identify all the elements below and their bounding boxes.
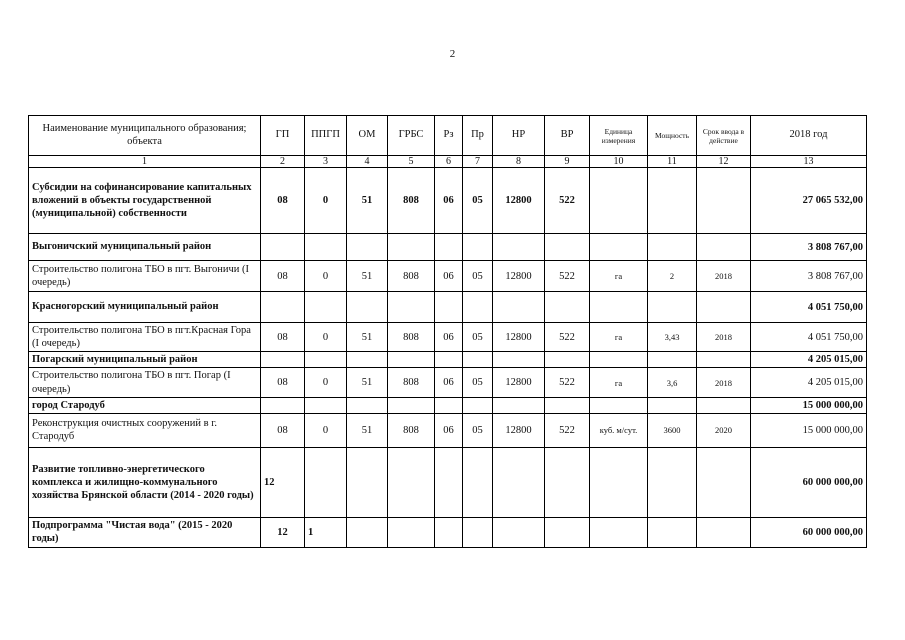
cell-nr [493,292,545,323]
column-header-vr: ВР [545,116,590,156]
column-header-name: Наименование муниципального образования; объекта [29,116,261,156]
column-number: 6 [435,156,463,168]
cell-unit [590,234,648,261]
column-header-term: Срок ввода в действие [697,116,751,156]
cell-amount: 4 205 015,00 [751,368,867,397]
cell-unit: куб. м/сут. [590,413,648,447]
cell-unit: га [590,368,648,397]
budget-table [28,115,867,548]
cell-capacity [648,447,697,517]
column-number: 8 [493,156,545,168]
table-row [29,413,867,447]
row-name: Выгоничский муниципальный район [29,234,261,261]
cell-pr: 05 [463,323,493,352]
column-header-capacity: Мощность [648,116,697,156]
column-number: 13 [751,156,867,168]
cell-rz [435,517,463,547]
cell-om: 51 [347,368,388,397]
cell-term: 2018 [697,261,751,292]
row-name: Подпрограмма "Чистая вода" (2015 - 2020 годы) [29,517,261,547]
cell-gp [261,292,305,323]
cell-capacity: 3600 [648,413,697,447]
cell-grbs [388,397,435,413]
cell-pr [463,447,493,517]
cell-om: 51 [347,168,388,234]
cell-nr [493,397,545,413]
cell-pr: 05 [463,261,493,292]
cell-unit [590,397,648,413]
column-number: 1 [29,156,261,168]
cell-om: 51 [347,323,388,352]
cell-nr [493,352,545,368]
cell-capacity [648,352,697,368]
cell-amount: 4 051 750,00 [751,292,867,323]
cell-pr [463,397,493,413]
cell-vr [545,397,590,413]
cell-gp: 12 [261,447,305,517]
cell-grbs [388,447,435,517]
column-header-unit: Единица измерения [590,116,648,156]
cell-grbs [388,517,435,547]
cell-amount: 3 808 767,00 [751,234,867,261]
column-number: 9 [545,156,590,168]
cell-om: 51 [347,413,388,447]
cell-gp: 08 [261,323,305,352]
cell-gp: 12 [261,517,305,547]
cell-term: 2020 [697,413,751,447]
cell-ppgp: 0 [305,168,347,234]
column-number: 10 [590,156,648,168]
table-row [29,234,867,261]
column-header-gp: ГП [261,116,305,156]
cell-om [347,447,388,517]
column-header-ppgp: ППГП [305,116,347,156]
cell-gp [261,352,305,368]
column-number-row [29,156,867,168]
column-number: 3 [305,156,347,168]
column-header-pr: Пр [463,116,493,156]
cell-amount: 4 205 015,00 [751,352,867,368]
column-number: 11 [648,156,697,168]
cell-amount: 60 000 000,00 [751,447,867,517]
cell-amount: 4 051 750,00 [751,323,867,352]
table-row [29,397,867,413]
table-header-row [29,116,867,156]
cell-rz [435,352,463,368]
cell-vr: 522 [545,323,590,352]
cell-pr [463,292,493,323]
cell-ppgp: 0 [305,413,347,447]
cell-term [697,234,751,261]
row-name: город Стародуб [29,397,261,413]
column-number: 4 [347,156,388,168]
cell-om [347,517,388,547]
row-name: Погарский муниципальный район [29,352,261,368]
cell-grbs: 808 [388,368,435,397]
cell-term [697,292,751,323]
cell-unit [590,292,648,323]
cell-rz: 06 [435,413,463,447]
cell-capacity [648,397,697,413]
cell-ppgp: 1 [305,517,347,547]
column-header-om: ОМ [347,116,388,156]
cell-vr: 522 [545,261,590,292]
row-name: Реконструкция очистных сооружений в г. Стародуб [29,413,261,447]
cell-grbs [388,292,435,323]
cell-vr: 522 [545,368,590,397]
column-header-amount: 2018 год [751,116,867,156]
cell-term [697,517,751,547]
cell-ppgp: 0 [305,261,347,292]
cell-unit: га [590,323,648,352]
cell-grbs [388,352,435,368]
cell-unit [590,517,648,547]
table-row [29,517,867,547]
table-row [29,368,867,397]
page-number: 2 [449,48,456,60]
cell-unit: га [590,261,648,292]
table-row [29,292,867,323]
cell-pr [463,234,493,261]
cell-capacity [648,292,697,323]
cell-gp: 08 [261,413,305,447]
cell-om [347,234,388,261]
column-number: 7 [463,156,493,168]
cell-nr: 12800 [493,323,545,352]
cell-nr [493,447,545,517]
row-name: Субсидии на софинансирование капитальных вложений в объекты государственной (муниципальной) собственности [29,168,261,234]
cell-term: 2018 [697,323,751,352]
cell-pr: 05 [463,368,493,397]
cell-gp: 08 [261,368,305,397]
cell-om [347,292,388,323]
cell-vr [545,292,590,323]
column-header-rz: Рз [435,116,463,156]
cell-pr [463,517,493,547]
cell-nr: 12800 [493,261,545,292]
cell-pr: 05 [463,168,493,234]
cell-unit [590,352,648,368]
cell-term [697,352,751,368]
column-header-nr: НР [493,116,545,156]
cell-capacity: 3,43 [648,323,697,352]
cell-vr [545,517,590,547]
cell-unit [590,168,648,234]
cell-amount: 27 065 532,00 [751,168,867,234]
cell-term: 2018 [697,368,751,397]
column-number: 2 [261,156,305,168]
cell-nr [493,517,545,547]
cell-ppgp [305,292,347,323]
table-row [29,352,867,368]
row-name: Строительство полигона ТБО в пгт. Погар (I очередь) [29,368,261,397]
cell-vr [545,234,590,261]
cell-nr: 12800 [493,368,545,397]
cell-vr: 522 [545,413,590,447]
cell-capacity [648,168,697,234]
cell-gp: 08 [261,168,305,234]
cell-ppgp: 0 [305,323,347,352]
cell-grbs: 808 [388,168,435,234]
table-row [29,261,867,292]
row-name: Строительство полигона ТБО в пгт.Красная Гора (I очередь) [29,323,261,352]
cell-grbs: 808 [388,413,435,447]
row-name: Развитие топливно-энергетического комплекса и жилищно-коммунального хозяйства Брянской области (2014 - 2020 годы) [29,447,261,517]
cell-ppgp [305,447,347,517]
column-header-grbs: ГРБС [388,116,435,156]
cell-term [697,168,751,234]
cell-amount: 15 000 000,00 [751,413,867,447]
cell-rz [435,234,463,261]
cell-ppgp [305,397,347,413]
cell-grbs [388,234,435,261]
cell-capacity [648,517,697,547]
cell-ppgp [305,234,347,261]
cell-rz: 06 [435,168,463,234]
cell-rz: 06 [435,261,463,292]
cell-term [697,447,751,517]
cell-nr: 12800 [493,168,545,234]
cell-gp: 08 [261,261,305,292]
cell-vr [545,352,590,368]
cell-gp [261,397,305,413]
cell-ppgp: 0 [305,368,347,397]
cell-om: 51 [347,261,388,292]
cell-vr [545,447,590,517]
cell-amount: 3 808 767,00 [751,261,867,292]
row-name: Красногорский муниципальный район [29,292,261,323]
cell-ppgp [305,352,347,368]
table-row [29,447,867,517]
cell-rz [435,447,463,517]
cell-nr [493,234,545,261]
table-row [29,323,867,352]
cell-amount: 15 000 000,00 [751,397,867,413]
column-number: 5 [388,156,435,168]
cell-term [697,397,751,413]
column-number: 12 [697,156,751,168]
cell-grbs: 808 [388,261,435,292]
cell-rz [435,397,463,413]
cell-rz [435,292,463,323]
cell-vr: 522 [545,168,590,234]
cell-capacity [648,234,697,261]
cell-pr [463,352,493,368]
cell-om [347,352,388,368]
cell-capacity: 3,6 [648,368,697,397]
cell-capacity: 2 [648,261,697,292]
cell-gp [261,234,305,261]
row-name: Строительство полигона ТБО в пгт. Выгоничи (I очередь) [29,261,261,292]
cell-pr: 05 [463,413,493,447]
cell-grbs: 808 [388,323,435,352]
cell-rz: 06 [435,368,463,397]
cell-rz: 06 [435,323,463,352]
table-row [29,168,867,234]
cell-nr: 12800 [493,413,545,447]
cell-unit [590,447,648,517]
cell-amount: 60 000 000,00 [751,517,867,547]
cell-om [347,397,388,413]
